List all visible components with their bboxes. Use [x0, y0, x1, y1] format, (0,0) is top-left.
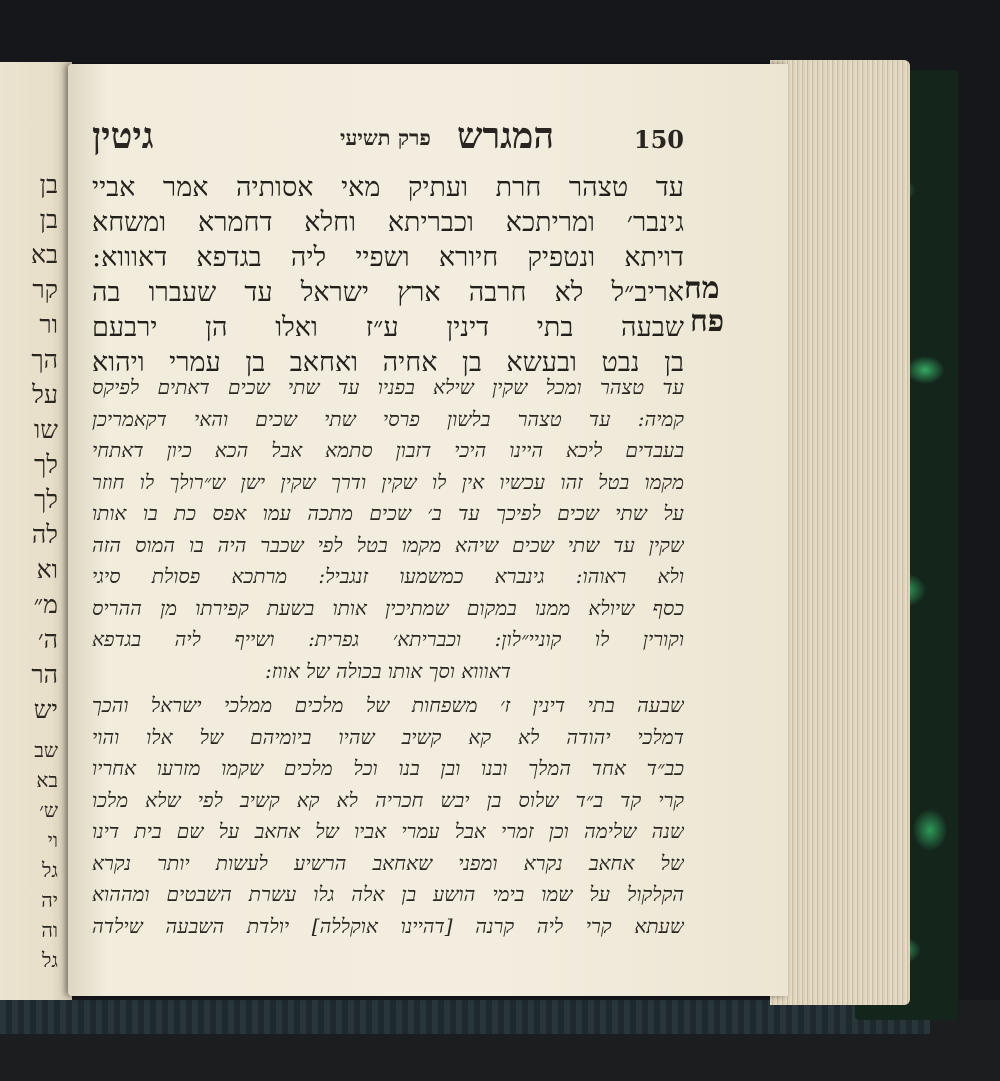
left-page [0, 62, 72, 1000]
commentary-line: ולא ראוהו: גינברא כמשמעו זנגביל: מרתכא פסולת סיגי [92, 564, 684, 588]
left-page-text-fragment: ש׳ [39, 798, 58, 822]
main-text-line: עד טצהר חרת ועתיק מאי אסותיה אמר אביי [92, 172, 684, 203]
left-page-text-fragment: בא [30, 240, 58, 269]
rashi-commentary-block-2 [92, 690, 684, 942]
left-page-text-fragment: גל [42, 948, 58, 972]
left-page-text-fragment: בן [39, 205, 58, 234]
left-page-text-fragment: בא [36, 768, 58, 792]
folio-marker-mem-chet: מח [684, 271, 720, 306]
commentary-line: כסף שיולא ממנו במקום שמתיכין אותו בשעת קפירתו מן ההריס [92, 595, 684, 620]
left-page-text-fragment: גל [42, 858, 58, 882]
book-spine-band [0, 1000, 930, 1034]
left-page-text-fragment: קר [32, 275, 58, 304]
commentary-line: כב״ד אחד המלך ובנו ובן בנו וכל מלכים שקמו מזרעו אחריו [92, 756, 684, 780]
commentary-line: שעתא קרי ליה קרנה [דהיינו אוקללה] יולדת השבעה שילדה [92, 913, 684, 938]
commentary-line: שנה שלימה וכן זמרי אבל עמרי אביו של אחאב על שם בית דינו [92, 819, 684, 843]
tractate-title: גיטין [92, 115, 154, 157]
left-page-text-fragment: יה [41, 888, 58, 912]
left-page-text-fragment: וה [41, 918, 58, 942]
page-number: 150 [633, 125, 684, 154]
left-page-text-fragment: יש [33, 695, 58, 724]
left-page-text-fragment: שו [33, 415, 58, 444]
left-page-text-fragment: ור [39, 310, 58, 339]
commentary-line: של אחאב נקרא ומפני שאחאב הרשיע לעשות יותר נקרא [92, 850, 684, 875]
commentary-line: קרי קד ב״ד שלוס בן יבש חכריה לא קא קשיב לפי שלא מלכו [92, 787, 684, 812]
commentary-line: מקמו בטל זהו עכשיו אין לו שקין ודרך שקין ישן ש״רולך לו חוזר [92, 469, 684, 494]
rashi-commentary-block-1 [92, 372, 684, 687]
page-edges [770, 60, 910, 1005]
commentary-line: בעבדים ליכא היינו היכי דזבון סתמא אבל הכא כיון דאתחי [92, 438, 684, 462]
main-text-line: שבעה בתי דינין ע״ז ואלו הן ירבעם [92, 312, 684, 343]
commentary-line: הקלקול על שמו בימי הושע בן אלה גלו עשרת השבטים ומההוא [92, 882, 684, 906]
left-page-text-fragment: לה [31, 520, 58, 549]
left-page-text-fragment: וא [36, 555, 58, 584]
left-page-text-fragment: שב [34, 738, 58, 762]
left-page-text-fragment: בן [39, 170, 58, 199]
left-page-text-fragment: הר [31, 660, 58, 689]
left-page-text-fragment: לך [34, 450, 58, 479]
commentary-line: קמיה: עד טצהר בלשון פרסי שתי שכים והאי דקאמריכן [92, 406, 684, 431]
main-text-line: אריב״ל לא חרבה ארץ ישראל עד שעברו בה [92, 277, 684, 308]
running-title: המגרש [457, 115, 555, 157]
page-header [92, 115, 684, 165]
commentary-line: על שתי שכים לפיכך עד ב׳ שכים מתכה עמו אפס כת בו אותו [92, 501, 684, 525]
left-page-text-fragment: לך [34, 485, 58, 514]
commentary-line: עד טצהר ומכל שקין שילא בפניו עד שתי שכים דאתים לפיקס [92, 375, 684, 399]
commentary-line: וקורין לו קוניי״לון: וכבריתא׳ גפרית: ושייף ליה בגדפא [92, 627, 684, 651]
commentary-line: שקין עד שתי שכים שיהא מקמו בטל לפי שכבר היה בו המוס הזה [92, 532, 684, 557]
left-page-text-fragment: הך [31, 345, 58, 374]
left-page-text-fragment: ה׳ [37, 625, 58, 654]
talmud-main-text [92, 170, 684, 380]
main-text-line: בן נבט ובעשא בן אחיה ואחאב בן עמרי ויהוא [92, 347, 684, 378]
left-page-text-fragment: על [32, 380, 58, 409]
main-text-line: דויתא ונטפיק חיורא ושפיי ליה בגדפא דאוווא: [92, 242, 684, 273]
commentary-line: דמלכי יהודה לא קא קשיב שהיו ביומיהם של אלו והוי [92, 724, 684, 749]
main-text-line: גינבר׳ ומריתכא וכבריתא וחלא דחמרא ומשחא [92, 207, 684, 238]
folio-marker-peh-chet: פח [690, 304, 725, 339]
commentary-line: דאוווא וסך אותו בכולה של אווז: [265, 658, 511, 683]
left-page-text-fragment: מ״ [33, 590, 58, 619]
chapter-title: פרק תשיעי [340, 125, 431, 150]
commentary-line: שבעה בתי דינין ז׳ משפחות של מלכים ממלכי ישראל והכך [92, 693, 684, 717]
left-page-text-fragment: וי [47, 828, 58, 852]
